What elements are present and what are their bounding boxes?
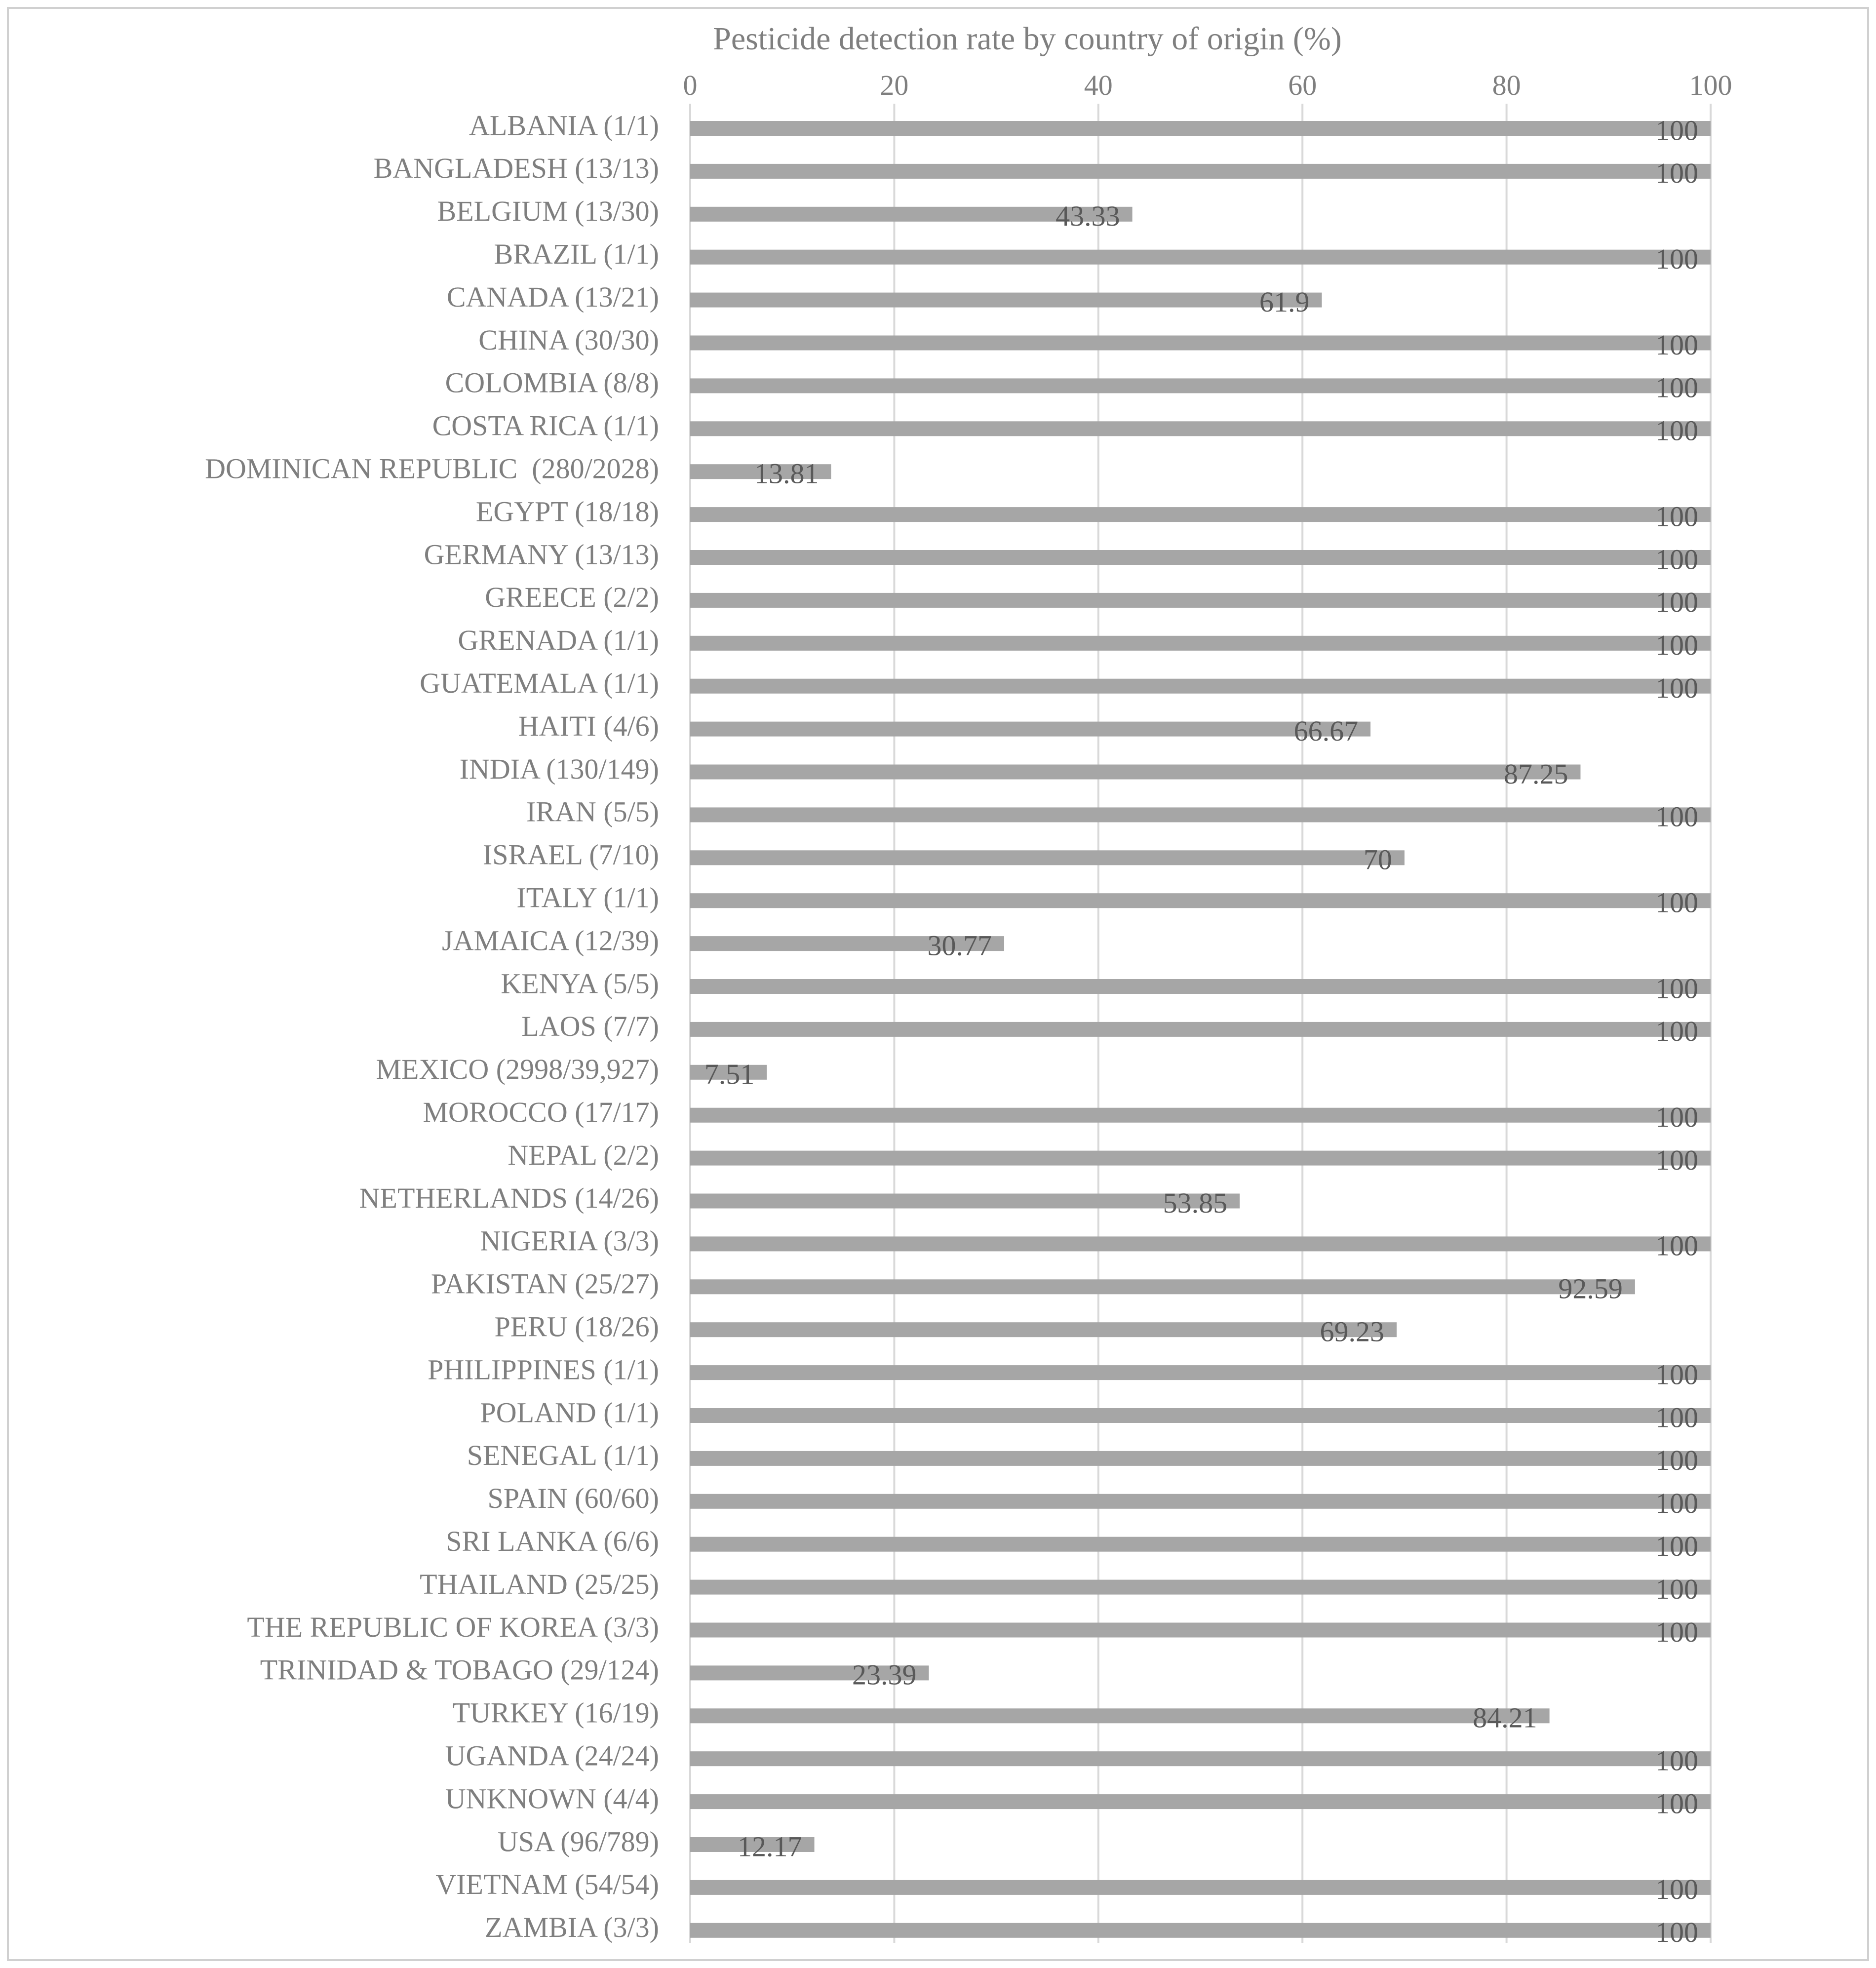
category-label: SENEGAL (1/1) [467, 1439, 659, 1472]
category-label: ALBANIA (1/1) [469, 109, 659, 142]
bar [690, 1923, 1711, 1938]
category-label: GREECE (2/2) [485, 581, 659, 614]
category-label: COSTA RICA (1/1) [432, 409, 659, 442]
bar [690, 1236, 1711, 1251]
data-label: 100 [1655, 1401, 1698, 1434]
data-label: 100 [1655, 1358, 1698, 1391]
category-label: COLOMBIA (8/8) [445, 366, 659, 399]
x-tick-label: 0 [683, 69, 698, 101]
data-label: 100 [1655, 328, 1698, 361]
data-label: 84.21 [1473, 1701, 1537, 1734]
category-label: IRAN (5/5) [526, 795, 659, 828]
data-label: 100 [1655, 1487, 1698, 1520]
data-label: 100 [1655, 972, 1698, 1005]
category-label: MOROCCO (17/17) [423, 1096, 659, 1129]
category-label: INDIA (130/149) [459, 752, 659, 785]
bar [690, 1322, 1397, 1337]
bar [690, 765, 1580, 780]
data-label: 100 [1655, 1229, 1698, 1262]
category-label: SRI LANKA (6/6) [446, 1525, 659, 1558]
bar [690, 164, 1711, 179]
category-label: NETHERLANDS (14/26) [359, 1181, 659, 1214]
bar [690, 1451, 1711, 1466]
x-tick-label: 40 [1084, 69, 1113, 101]
category-label: ITALY (1/1) [516, 881, 659, 914]
category-label: USA (96/789) [497, 1825, 659, 1858]
category-label: GRENADA (1/1) [458, 624, 659, 657]
data-label: 43.33 [1055, 200, 1120, 233]
bar [690, 636, 1711, 651]
data-label: 100 [1655, 543, 1698, 576]
category-label: GERMANY (13/13) [424, 538, 659, 571]
category-label: SPAIN (60/60) [487, 1482, 659, 1515]
category-label: TURKEY (16/19) [452, 1696, 659, 1729]
data-label: 92.59 [1558, 1272, 1623, 1305]
bar [690, 1022, 1711, 1037]
category-label: THAILAND (25/25) [420, 1568, 659, 1600]
data-label: 100 [1655, 1573, 1698, 1605]
data-label: 61.9 [1259, 285, 1310, 318]
bar [690, 507, 1711, 522]
bar [690, 1537, 1711, 1552]
bar [690, 421, 1711, 436]
data-label: 100 [1655, 1530, 1698, 1563]
data-label: 100 [1655, 500, 1698, 533]
bar [690, 293, 1322, 308]
category-label: NEPAL (2/2) [508, 1139, 659, 1171]
category-label: THE REPUBLIC OF KOREA (3/3) [247, 1611, 659, 1643]
category-label: ZAMBIA (3/3) [485, 1911, 659, 1944]
data-label: 100 [1655, 1615, 1698, 1648]
data-label: 100 [1655, 157, 1698, 190]
data-label: 12.17 [738, 1830, 802, 1863]
category-label: CANADA (13/21) [446, 280, 659, 313]
bar [690, 722, 1370, 737]
bar [690, 893, 1711, 908]
data-label: 100 [1655, 1143, 1698, 1176]
category-label: PERU (18/26) [494, 1310, 659, 1343]
bar [690, 121, 1711, 136]
data-label: 13.81 [754, 457, 819, 490]
x-tick-label: 80 [1492, 69, 1521, 101]
data-label: 7.51 [704, 1058, 755, 1091]
data-label: 23.39 [852, 1658, 917, 1691]
data-label: 69.23 [1320, 1315, 1384, 1348]
data-label: 100 [1655, 1916, 1698, 1949]
category-label: GUATEMALA (1/1) [420, 667, 659, 700]
data-label: 100 [1655, 1873, 1698, 1906]
data-label: 100 [1655, 672, 1698, 705]
bar [690, 1151, 1711, 1166]
category-label: UGANDA (24/24) [445, 1739, 659, 1772]
bar [690, 850, 1405, 865]
category-label: EGYPT (18/18) [475, 495, 659, 528]
bar [690, 1279, 1635, 1294]
data-label: 53.85 [1163, 1186, 1228, 1219]
category-label: JAMAICA (12/39) [442, 924, 659, 957]
data-label: 100 [1655, 1787, 1698, 1820]
category-label: UNKNOWN (4/4) [445, 1782, 659, 1815]
data-label: 100 [1655, 1015, 1698, 1048]
bar [690, 1708, 1550, 1723]
bar [690, 336, 1711, 351]
bar [690, 1794, 1711, 1809]
category-label: KENYA (5/5) [501, 967, 659, 1000]
category-label: BRAZIL (1/1) [494, 238, 659, 271]
bar [690, 1494, 1711, 1509]
data-label: 100 [1655, 371, 1698, 404]
bar [690, 1751, 1711, 1766]
bar [690, 1194, 1240, 1209]
x-axis-ticks [683, 69, 1732, 101]
bar [690, 807, 1711, 822]
data-label: 30.77 [927, 929, 992, 962]
data-label: 100 [1655, 1444, 1698, 1477]
x-tick-label: 20 [880, 69, 909, 101]
bar [690, 593, 1711, 608]
category-label: ISRAEL (7/10) [482, 838, 659, 871]
data-label: 100 [1655, 800, 1698, 833]
data-label: 70 [1363, 843, 1392, 876]
category-label: DOMINICAN REPUBLIC (280/2028) [205, 452, 659, 485]
data-label: 100 [1655, 114, 1698, 147]
category-label: TRINIDAD & TOBAGO (29/124) [260, 1653, 659, 1686]
x-tick-label: 100 [1689, 69, 1732, 101]
category-label: BELGIUM (13/30) [437, 195, 659, 228]
bar [690, 679, 1711, 694]
category-label: MEXICO (2998/39,927) [376, 1053, 659, 1086]
data-label: 100 [1655, 1101, 1698, 1134]
bar [690, 378, 1711, 393]
bar [690, 1365, 1711, 1380]
bar [690, 1623, 1711, 1638]
bar [690, 1880, 1711, 1895]
bar [690, 1580, 1711, 1595]
bar [690, 1108, 1711, 1123]
data-label: 100 [1655, 243, 1698, 276]
category-label: POLAND (1/1) [480, 1396, 659, 1429]
data-label: 66.67 [1293, 714, 1359, 747]
data-label: 100 [1655, 1744, 1698, 1777]
category-label: NIGERIA (3/3) [480, 1224, 659, 1257]
category-label: PHILIPPINES (1/1) [428, 1353, 659, 1386]
data-label: 100 [1655, 629, 1698, 662]
category-label: PAKISTAN (25/27) [430, 1267, 659, 1300]
category-label: BANGLADESH (13/13) [373, 152, 659, 185]
chart-title: Pesticide detection rate by country of origin (%) [713, 21, 1342, 57]
category-label: CHINA (30/30) [478, 323, 659, 356]
category-label: LAOS (7/7) [521, 1010, 659, 1043]
bar [690, 250, 1711, 265]
data-label: 87.25 [1503, 757, 1568, 790]
bar [690, 1408, 1711, 1423]
data-label: 100 [1655, 586, 1698, 619]
category-label: HAITI (4/6) [518, 709, 659, 742]
category-label: VIETNAM (54/54) [435, 1868, 659, 1901]
bar [690, 550, 1711, 565]
category-labels [205, 109, 659, 1943]
x-tick-label: 60 [1288, 69, 1317, 101]
data-label: 100 [1655, 414, 1698, 447]
bar [690, 979, 1711, 994]
bars [690, 121, 1711, 1938]
data-label: 100 [1655, 886, 1698, 919]
